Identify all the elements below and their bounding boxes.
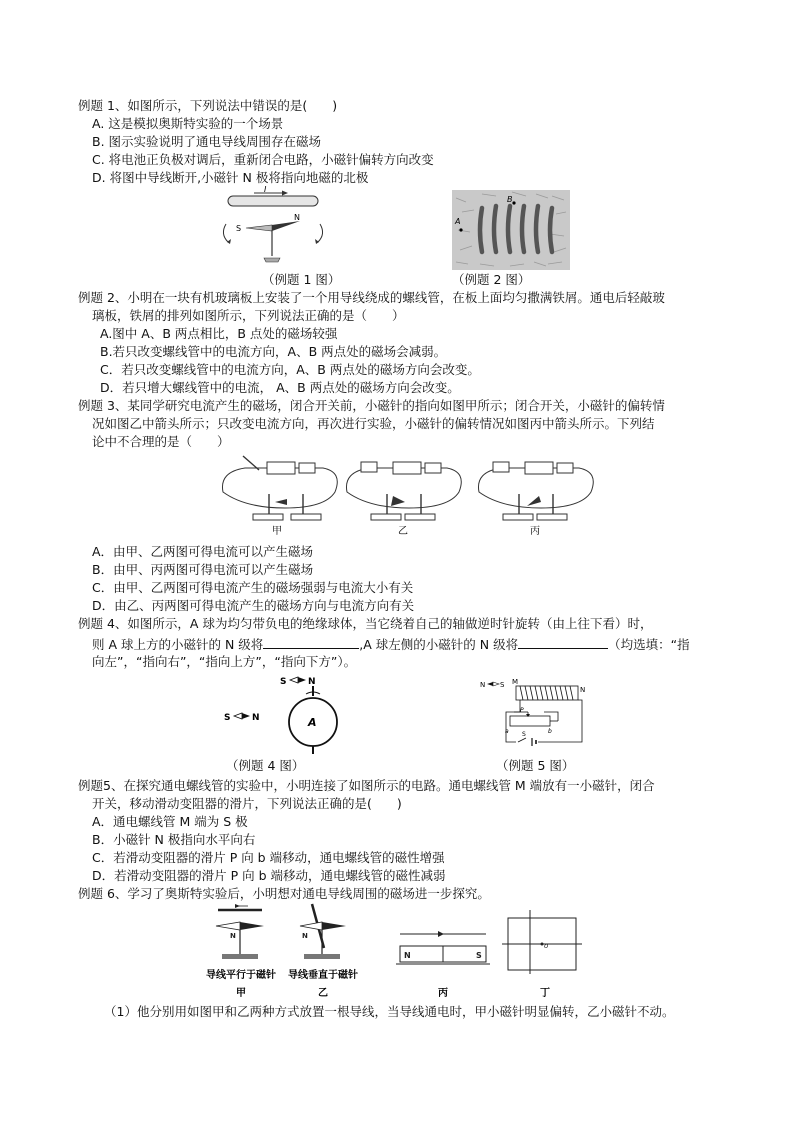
q5-option-b: B．小磁针 N 极指向水平向右 (92, 832, 256, 847)
q4-blank-1[interactable] (263, 636, 359, 649)
q3-option-c: C．由甲、乙两图可得电流产生的磁场强弱与电流大小有关 (92, 580, 414, 595)
q4-stem-line2 (92, 636, 690, 653)
q4-stem-part3: （均选填：“指 (608, 637, 690, 652)
q1-option-b: B. 图示实验说明了通电导线周围存在磁场 (92, 134, 322, 149)
q5-needle-n: N (480, 681, 486, 689)
q6-figure (200, 904, 550, 1000)
q5-b-label: b (548, 728, 552, 735)
q1-fig-caption: （例题 1 图） (262, 272, 341, 287)
q6-label-ding: 丁 (540, 988, 550, 999)
q2-figure (452, 190, 570, 270)
q6-stem: 例题 6、学习了奥斯特实验后，小明想对通电导线周围的磁场进一步探究。 (78, 886, 490, 901)
q5-needle-s: S (500, 681, 505, 689)
q2-fig-caption: （例题 2 图） (452, 272, 531, 287)
q1-option-a: A. 这是模拟奥斯特实验的一个场景 (92, 116, 284, 131)
svg-text:N: N (230, 932, 236, 940)
q2-stem-line1: 例题 2、小明在一块有机玻璃板上安装了一个用导线绕成的螺线管，在板上面均匀撒满铁屑。通电后轻敲玻 (78, 290, 665, 305)
q4-stem-part1: 则 A 球上方的小磁针的 N 级将 (92, 637, 264, 652)
q4-figure (222, 672, 342, 754)
q5-option-d: D．若滑动变阻器的滑片 P 向 b 端移动，通电螺线管的磁性减弱 (92, 868, 446, 883)
q3-figure (215, 450, 605, 540)
q1-option-c: C. 将电池正负极对调后，重新闭合电路，小磁针偏转方向改变 (92, 152, 434, 167)
q4-stem-line3: 向左”，“指向右”，“指向上方”，“指向下方”）。 (92, 654, 357, 669)
q4-top-s: S (280, 677, 287, 687)
q2-option-b: B.若只改变螺线管中的电流方向，A、B 两点处的磁场会减弱。 (100, 344, 447, 359)
q1-current-label: I (264, 185, 267, 194)
svg-text:N: N (302, 932, 308, 940)
q3-label-bing: 丙 (530, 526, 540, 537)
q6-label-bing: 丙 (438, 988, 448, 999)
q4-left-n: N (252, 713, 260, 723)
q1-figure (220, 185, 330, 270)
q5-n-end-label: N (580, 686, 586, 694)
q6-text-1: 导线平行于磁针 (206, 970, 276, 981)
svg-text:S: S (476, 951, 482, 960)
q3-stem-line1: 例题 3、某同学研究电流产生的磁场，闭合开关前，小磁针的指向如图甲所示；闭合开关，小磁针的偏转情 (78, 398, 665, 413)
svg-text:N: N (404, 951, 411, 960)
q4-fig-caption: （例题 4 图） (226, 758, 305, 773)
q6-label-yi: 乙 (318, 988, 328, 999)
q5-stem-line2: 开关，移动滑动变阻器的滑片，下列说法正确的是( ) (92, 796, 402, 811)
q2-stem-line2: 璃板，铁屑的排列如图所示，下列说法正确的是（ ） (92, 308, 405, 323)
q5-m-label: M (512, 678, 519, 686)
q4-stem-line1: 例题 4、如图所示，A 球为均匀带负电的绝缘球体，当它绕着自己的轴做逆时针旋转（由上往下看）时， (78, 616, 653, 631)
q3-label-jia: 甲 (272, 526, 282, 537)
q5-figure (478, 676, 588, 752)
q5-option-a: A．通电螺线管 M 端为 S 极 (92, 814, 248, 829)
q1-stem: 例题 1、如图所示，下列说法中错误的是( ) (78, 98, 338, 113)
q3-label-yi: 乙 (398, 526, 408, 537)
q3-option-d: D．由乙、丙两图可得电流产生的磁场方向与电流方向有关 (92, 598, 415, 613)
q1-option-d: D. 将图中导线断开,小磁针 N 极将指向地磁的北极 (92, 170, 369, 185)
q6-sub1: （1）他分别用如图甲和乙两种方式放置一根导线，当导线通电时，甲小磁针明显偏转，乙小磁针不动。 (104, 1004, 675, 1019)
q5-a-label: a (505, 728, 509, 735)
q6-label-jia: 甲 (236, 988, 246, 999)
q4-left-s: S (224, 713, 231, 723)
q5-switch-s: S (522, 731, 526, 738)
q1-n-label: N (294, 213, 300, 222)
q3-stem-line2: 况如图乙中箭头所示；只改变电流方向，再次进行实验，小磁针的偏转情况如图丙中箭头所示。下列结 (92, 416, 655, 431)
q4-ball-label: A (308, 716, 317, 729)
q4-top-n: N (308, 677, 316, 687)
svg-text:o: o (544, 942, 549, 950)
q2-b-label: B (507, 195, 513, 204)
q4-blank-2[interactable] (518, 636, 608, 649)
q3-stem-line3: 论中不合理的是（ ） (92, 434, 230, 449)
q2-option-a: A.图中 A、B 两点相比，B 点处的磁场较强 (100, 326, 338, 341)
q3-option-b: B．由甲、丙两图可得电流可以产生磁场 (92, 562, 314, 577)
q2-option-d: D．若只增大螺线管中的电流， A、B 两点处的磁场方向会改变。 (100, 380, 460, 395)
q2-a-label: A (455, 217, 461, 226)
q4-stem-part2: ,A 球左侧的小磁针的 N 级将 (359, 637, 519, 652)
q5-stem-line1: 例题5、在探究通电螺线管的实验中，小明连接了如图所示的电路。通电螺线管 M 端放有一小磁针，闭合 (78, 778, 655, 793)
q1-s-label: S (236, 224, 242, 233)
q3-option-a: A．由甲、乙两图可得电流可以产生磁场 (92, 544, 314, 559)
q5-option-c: C．若滑动变阻器的滑片 P 向 b 端移动，通电螺线管的磁性增强 (92, 850, 445, 865)
q5-fig-caption: （例题 5 图） (496, 758, 575, 773)
q5-p-label: P (520, 707, 524, 714)
q6-text-2: 导线垂直于磁针 (288, 970, 358, 981)
q2-option-c: C．若只改变螺线管中的电流方向，A、B 两点处的磁场方向会改变。 (100, 362, 480, 377)
